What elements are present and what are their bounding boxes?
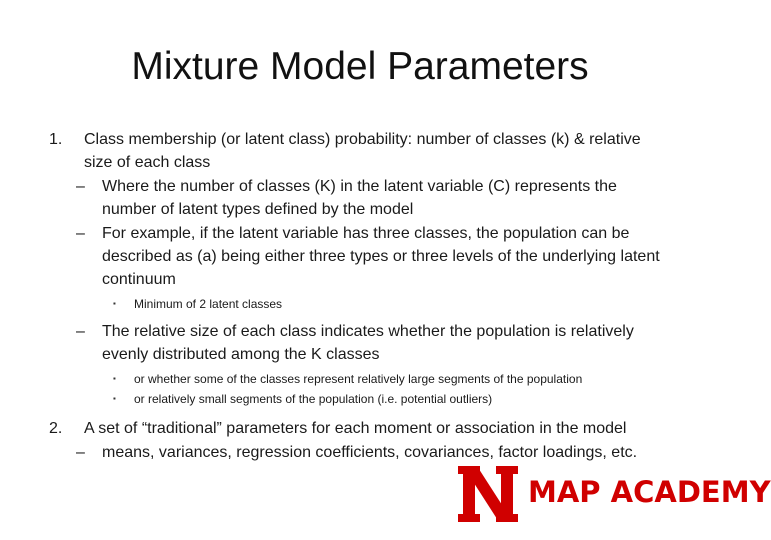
item-number: 1. <box>49 131 63 148</box>
bullet-item <box>0 294 720 314</box>
logo-text: MAP ACADEMY <box>528 475 771 509</box>
slide-title: Mixture Model Parameters <box>131 45 589 88</box>
bullet-marker: ▪ <box>113 299 116 308</box>
item-text: Class membership (or latent class) probability: number of classes (k) & relative size of each class <box>84 131 641 171</box>
item-number: 2. <box>49 420 63 437</box>
nebraska-n-logo-icon <box>456 462 520 526</box>
dash-marker: – <box>76 225 85 242</box>
parameter-list <box>0 128 720 464</box>
bullet-item <box>0 389 720 409</box>
map-academy-logo <box>456 462 771 526</box>
bullet-marker: ▪ <box>113 374 116 383</box>
bullet-list <box>0 294 720 314</box>
sub-item-text: Where the number of classes (K) in the latent variable (C) represents the number of latent types defined by the model <box>102 178 617 218</box>
sub-item-text: means, variances, regression coefficients, covariances, factor loadings, etc. <box>102 444 638 461</box>
bullet-text: or whether some of the classes represent relatively large segments of the population <box>134 372 583 386</box>
bullet-text: Minimum of 2 latent classes <box>134 297 283 311</box>
dash-marker: – <box>76 444 85 461</box>
sub-item-text: The relative size of each class indicates whether the population is relatively evenly distributed among the K classes <box>102 323 634 363</box>
dash-marker: – <box>76 178 85 195</box>
list-item <box>0 417 720 464</box>
sub-item <box>0 441 720 464</box>
bullet-text: or relatively small segments of the population (i.e. potential outliers) <box>134 392 493 406</box>
sub-item <box>0 175 720 221</box>
sub-item <box>0 320 720 409</box>
bullet-marker: ▪ <box>113 394 116 403</box>
list-item <box>0 128 720 409</box>
bullet-list <box>0 369 720 409</box>
item-text: A set of “traditional” parameters for each moment or association in the model <box>84 420 627 437</box>
dash-marker: – <box>76 323 85 340</box>
sub-item <box>0 222 720 314</box>
bullet-item <box>0 369 720 389</box>
sub-item-text: For example, if the latent variable has three classes, the population can be described as (a) being either three types or three levels of the underlying latent continuum <box>102 225 660 288</box>
